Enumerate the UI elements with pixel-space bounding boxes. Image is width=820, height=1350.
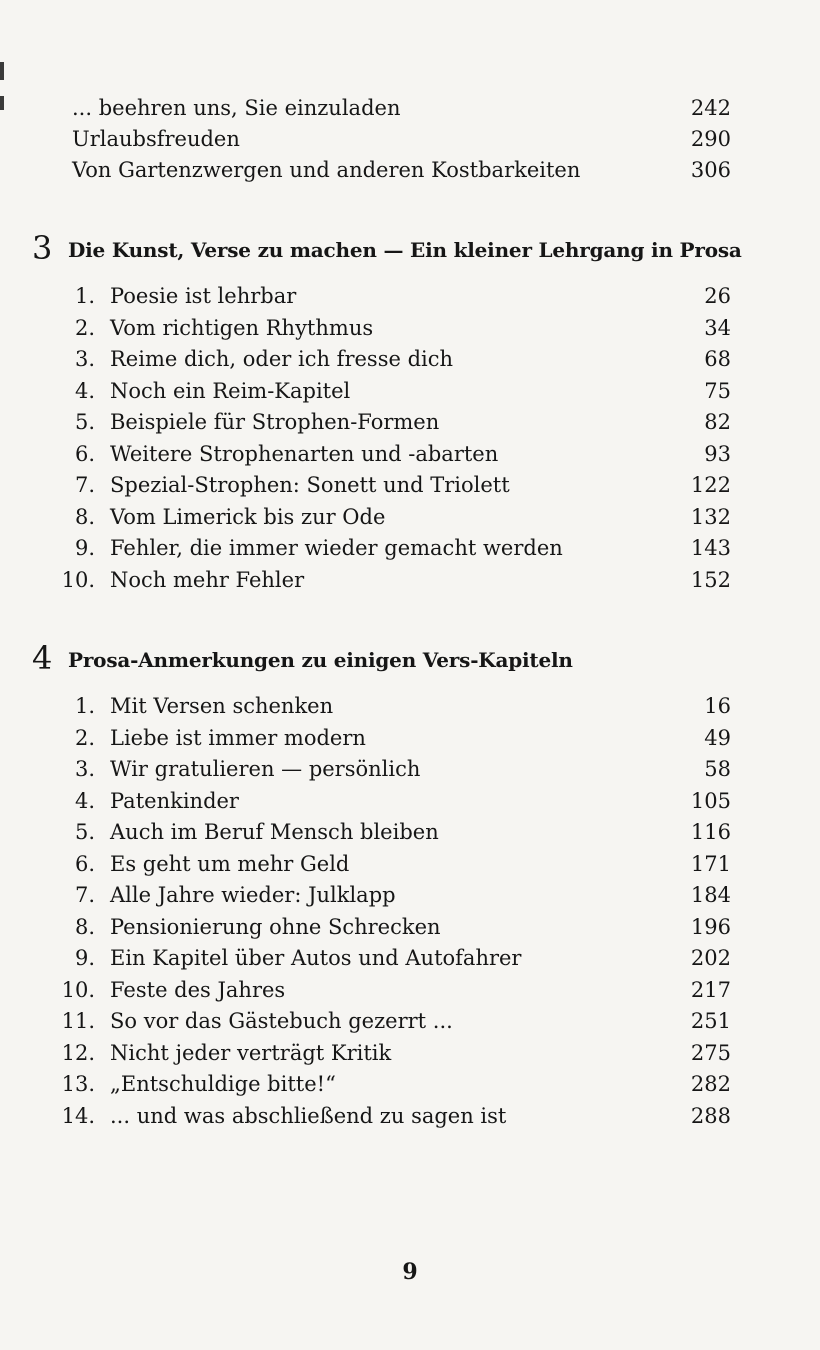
- entry-title: Fehler, die immer wieder gemacht werden: [110, 536, 563, 560]
- entry-page: 251: [690, 1009, 731, 1033]
- toc-entry: [0, 406, 820, 438]
- entry-page: 49: [704, 725, 731, 750]
- entry-number: 9.: [74, 946, 95, 970]
- entry-number: 7.: [74, 883, 95, 907]
- entry-title: Patenkinder: [110, 788, 239, 813]
- entry-page: 282: [690, 1072, 731, 1096]
- page-edge-mark: [0, 62, 4, 80]
- toc-entry: [0, 92, 820, 124]
- entry-page: 75: [704, 378, 731, 403]
- entry-page: 68: [704, 347, 731, 371]
- entry-title: Wir gratulieren — persönlich: [110, 757, 421, 781]
- entry-number: 13.: [61, 1072, 95, 1096]
- toc-entry: [0, 375, 820, 407]
- entry-page: 217: [690, 977, 731, 1002]
- entry-title: Noch ein Reim-Kapitel: [110, 378, 351, 403]
- entry-number: 6.: [74, 441, 95, 466]
- entry-number: 7.: [74, 473, 95, 497]
- entry-number: 5.: [74, 410, 95, 434]
- entry-page: 26: [704, 284, 731, 308]
- entry-page: 202: [690, 946, 731, 970]
- entry-page: 105: [690, 788, 731, 813]
- entry-number: 12.: [61, 1040, 95, 1065]
- entry-page: 93: [704, 441, 731, 466]
- entry-number: 6.: [74, 851, 95, 876]
- page-number: 9: [402, 1259, 418, 1285]
- toc-entry: [0, 974, 820, 1006]
- entry-page: 34: [704, 315, 731, 340]
- entry-page: 116: [690, 820, 731, 844]
- entry-page: 290: [690, 127, 731, 151]
- entry-title: Pensionierung ohne Schrecken: [110, 914, 441, 939]
- entry-number: 8.: [74, 504, 95, 529]
- entry-number: 4.: [74, 378, 95, 403]
- entry-page: 275: [690, 1040, 731, 1065]
- entry-title: Spezial-Strophen: Sonett und Triolett: [110, 473, 510, 497]
- toc-entry: [0, 343, 820, 375]
- entry-number: 5.: [74, 820, 95, 844]
- toc-entry: [0, 1068, 820, 1100]
- entry-title: So vor das Gästebuch gezerrt ...: [110, 1009, 453, 1033]
- toc-entry: [0, 942, 820, 974]
- toc-entry: [0, 1005, 820, 1037]
- entry-number: 1.: [74, 694, 95, 718]
- toc-entry: [0, 123, 820, 155]
- entry-number: 3.: [74, 757, 95, 781]
- entry-number: 2.: [74, 725, 95, 750]
- entry-page: 58: [704, 757, 731, 781]
- entry-title: Auch im Beruf Mensch bleiben: [110, 820, 439, 844]
- toc-entry: [0, 879, 820, 911]
- entry-title: Feste des Jahres: [110, 977, 286, 1002]
- entry-number: 10.: [61, 567, 95, 592]
- toc-entry: [0, 438, 820, 470]
- entry-page: 306: [690, 158, 731, 182]
- entry-page: 288: [690, 1103, 731, 1128]
- entry-title: Reime dich, oder ich fresse dich: [110, 347, 454, 371]
- toc-entry: [0, 848, 820, 880]
- entry-title: Von Gartenzwergen und anderen Kostbarkeiten: [72, 158, 581, 182]
- chapter-number: 3: [32, 229, 53, 267]
- toc-entry: [0, 722, 820, 754]
- toc-entry: [0, 690, 820, 722]
- entry-title: Mit Versen schenken: [110, 694, 334, 718]
- entry-title: ... und was abschließend zu sagen ist: [110, 1103, 507, 1128]
- entry-title: Vom Limerick bis zur Ode: [110, 504, 386, 529]
- entry-title: ... beehren uns, Sie einzuladen: [72, 96, 401, 120]
- entry-title: Alle Jahre wieder: Julklapp: [110, 883, 396, 907]
- entry-page: 82: [704, 410, 731, 434]
- entry-page: 143: [690, 536, 731, 560]
- entry-number: 8.: [74, 914, 95, 939]
- entry-number: 9.: [74, 536, 95, 560]
- toc-entry: [0, 154, 820, 186]
- toc-entry: [0, 753, 820, 785]
- toc-entry: [0, 911, 820, 943]
- entry-number: 1.: [74, 284, 95, 308]
- entry-title: Noch mehr Fehler: [110, 567, 305, 592]
- entry-title: Beispiele für Strophen-Formen: [110, 410, 440, 434]
- entry-page: 152: [690, 567, 731, 592]
- toc-entry: [0, 312, 820, 344]
- entry-title: Weitere Strophenarten und -abarten: [110, 441, 499, 466]
- toc-entry: [0, 532, 820, 564]
- entry-title: Urlaubsfreuden: [72, 127, 240, 151]
- entry-title: „Entschuldige bitte!“: [110, 1072, 336, 1096]
- entry-title: Ein Kapitel über Autos und Autofahrer: [110, 946, 522, 970]
- entry-title: Es geht um mehr Geld: [110, 851, 350, 876]
- entry-title: Nicht jeder verträgt Kritik: [110, 1040, 392, 1065]
- toc-entry: [0, 469, 820, 501]
- entry-number: 3.: [74, 347, 95, 371]
- chapter-title: Die Kunst, Verse zu machen — Ein kleiner Lehrgang in Prosa: [68, 238, 742, 262]
- entry-number: 4.: [74, 788, 95, 813]
- toc-entry: [0, 280, 820, 312]
- toc-entry: [0, 816, 820, 848]
- entry-title: Poesie ist lehrbar: [110, 284, 297, 308]
- entry-number: 11.: [61, 1009, 95, 1033]
- entry-number: 2.: [74, 315, 95, 340]
- toc-entry: [0, 1037, 820, 1069]
- entry-number: 14.: [61, 1103, 95, 1128]
- entry-page: 132: [690, 504, 731, 529]
- entry-page: 16: [704, 694, 731, 718]
- chapter-heading: [0, 228, 820, 268]
- entry-page: 242: [690, 96, 731, 120]
- toc-entry: [0, 1100, 820, 1132]
- entry-number: 10.: [61, 977, 95, 1002]
- toc-entry: [0, 564, 820, 596]
- entry-page: 196: [690, 914, 731, 939]
- chapter-title: Prosa-Anmerkungen zu einigen Vers-Kapiteln: [68, 648, 573, 672]
- entry-page: 122: [690, 473, 731, 497]
- entry-title: Vom richtigen Rhythmus: [110, 315, 374, 340]
- entry-title: Liebe ist immer modern: [110, 725, 366, 750]
- toc-entry: [0, 501, 820, 533]
- chapter-heading: [0, 638, 820, 678]
- entry-page: 171: [690, 851, 731, 876]
- toc-entry: [0, 785, 820, 817]
- entry-page: 184: [690, 883, 731, 907]
- chapter-number: 4: [32, 639, 53, 677]
